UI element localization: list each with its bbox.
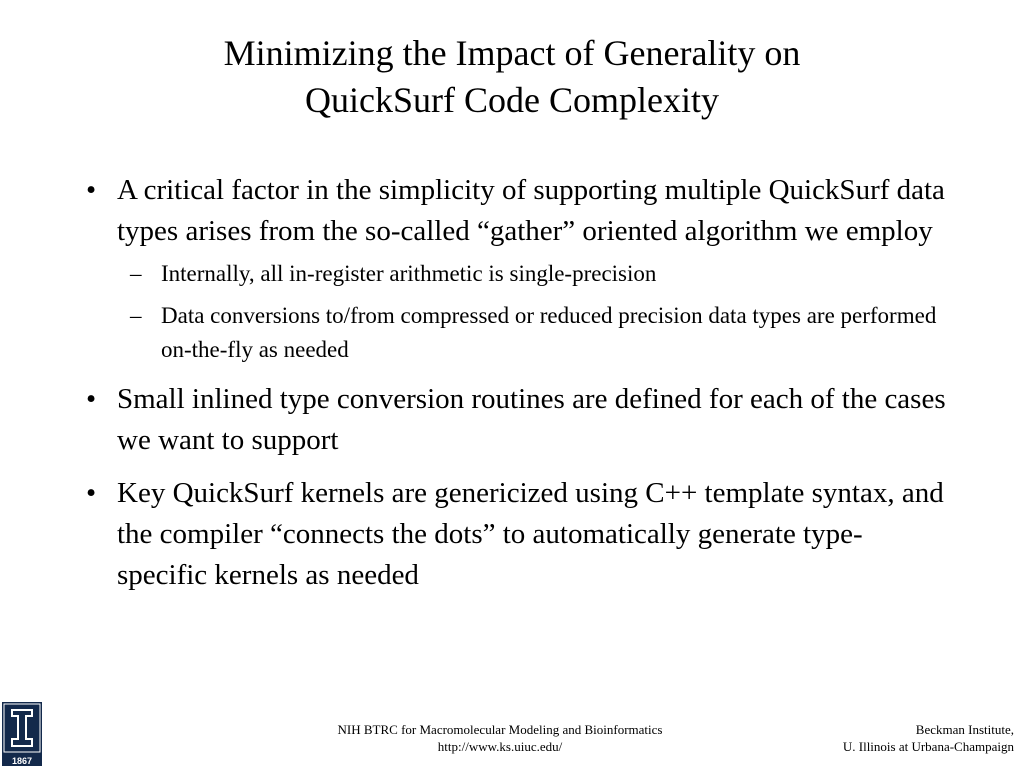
footer-right-line-2: U. Illinois at Urbana-Champaign <box>842 739 1014 754</box>
sub-bullet-text: Internally, all in-register arithmetic is single-precision <box>161 261 657 286</box>
bullet-marker: • <box>86 477 97 509</box>
bullet-marker: • <box>86 174 97 206</box>
logo-year: 1867 <box>11 756 33 766</box>
sub-bullet-item <box>117 299 946 367</box>
sub-bullet-marker: – <box>130 261 142 286</box>
bullet-item <box>86 473 946 596</box>
bullet-text: Key QuickSurf kernels are genericized using C++ template syntax, and the compiler “connects the dots” to automatically generate type-specific kernels as needed <box>117 477 944 591</box>
bullet-item <box>86 170 946 367</box>
footer-right-line-1: Beckman Institute, <box>915 722 1014 737</box>
footer-right <box>714 721 1014 755</box>
bullet-text: A critical factor in the simplicity of supporting multiple QuickSurf data types arises from the so-called “gather” oriented algorithm we employ <box>117 174 945 247</box>
sub-bullet-list <box>117 257 946 367</box>
sub-bullet-marker: – <box>130 303 142 328</box>
sub-bullet-text: Data conversions to/from compressed or reduced precision data types are performed on-the-fly as needed <box>161 303 937 362</box>
sub-bullet-item <box>117 257 946 291</box>
illinois-logo-icon <box>2 702 42 766</box>
slide-title-line-1: Minimizing the Impact of Generality on <box>223 33 801 73</box>
bullet-item <box>86 379 946 461</box>
slide-body <box>86 170 946 608</box>
bullet-text: Small inlined type conversion routines are defined for each of the cases we want to support <box>117 383 946 456</box>
slide-title-line-2: QuickSurf Code Complexity <box>305 80 719 120</box>
footer-center <box>300 721 700 755</box>
footer-center-line-1: NIH BTRC for Macromolecular Modeling and Bioinformatics <box>337 722 663 737</box>
footer-center-line-2[interactable]: http://www.ks.uiuc.edu/ <box>437 739 563 754</box>
slide-title <box>0 30 1024 124</box>
bullet-marker: • <box>86 383 97 415</box>
